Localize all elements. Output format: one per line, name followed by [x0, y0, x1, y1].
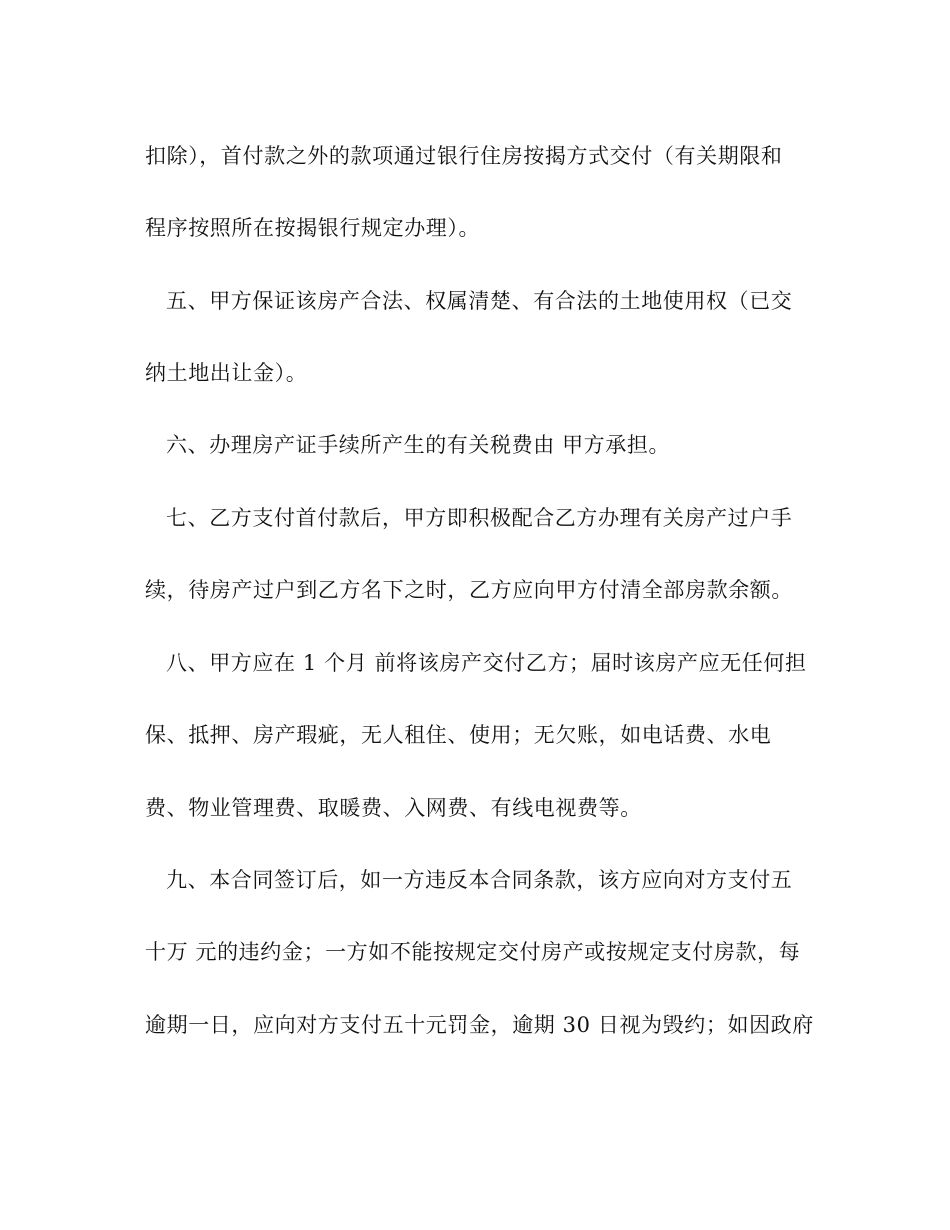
clause-9-line-2: 十万 元的违约金；一方如不能按规定交付房产或按规定支付房款，每	[145, 940, 801, 964]
clause-7-line-1: 七、乙方支付首付款后，甲方即积极配合乙方办理有关房产过户手	[166, 506, 793, 530]
text-line-2: 程序按照所在按揭银行规定办理）。	[145, 216, 481, 240]
clause-8-line-3: 费、物业管理费、取暖费、入网费、有线电视费等。	[145, 796, 642, 820]
clause-5-line-2: 纳土地出让金）。	[145, 361, 308, 385]
clause-8-line-1: 八、甲方应在 1 个月 前将该房产交付乙方；届时该房产应无任何担	[166, 651, 807, 675]
clause-7-line-2: 续，待房产过户到乙方名下之时，乙方应向甲方付清全部房款余额。	[145, 578, 793, 602]
clause-8-line-2: 保、抵押、房产瑕疵，无人租住、使用；无欠账，如电话费、水电	[145, 723, 772, 747]
clause-9-line-3: 逾期一日，应向对方支付五十元罚金，逾期 30 日视为毁约；如因政府	[145, 1013, 814, 1037]
clause-6-line-1: 六、办理房产证手续所产生的有关税费由 甲方承担。	[166, 433, 671, 457]
clause-9-line-1: 九、本合同签订后，如一方违反本合同条款，该方应向对方支付五	[166, 868, 793, 892]
clause-5-line-1: 五、甲方保证该房产合法、权属清楚、有合法的土地使用权（已交	[166, 289, 793, 313]
text-line-1: 扣除），首付款之外的款项通过银行住房按揭方式交付（有关期限和	[145, 144, 783, 168]
